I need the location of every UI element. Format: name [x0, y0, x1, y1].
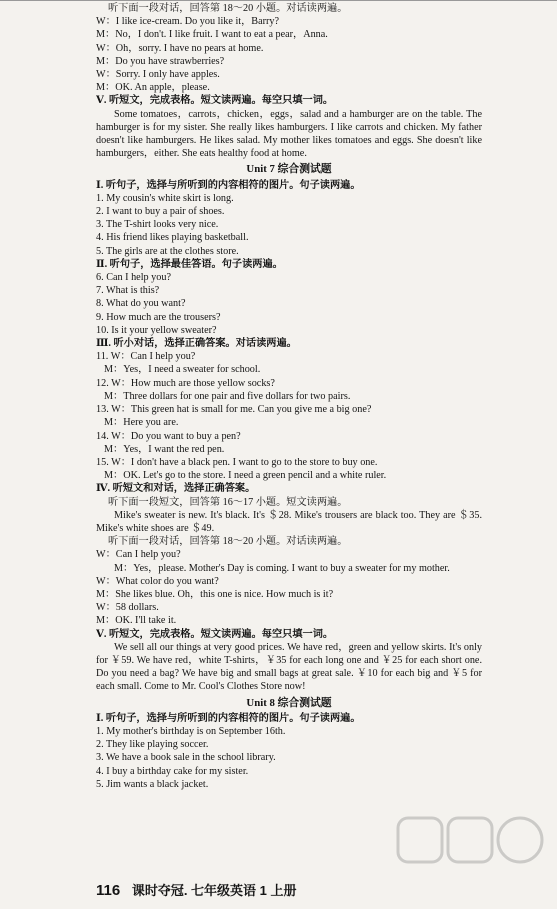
passage-text: Mike's sweater is new. It's black. It's ＄28. Mike's trousers are black too. They are ＄35. Mike's white shoes are ＄49.	[96, 509, 482, 534]
text-line: 13. W：This green hat is small for me. Can you give me a big one?	[96, 404, 372, 416]
watermark-logo	[392, 812, 552, 902]
text-line: 4. His friend likes playing basketball.	[96, 232, 249, 244]
text-line: 6. Can I help you?	[96, 272, 171, 284]
text-line: W：I like ice-cream. Do you like it，Barry?	[96, 16, 280, 28]
unit8-section	[96, 712, 482, 791]
top-divider	[0, 0, 557, 1]
page-footer	[96, 880, 297, 899]
dialogue-block	[96, 2, 482, 160]
section-heading: Ⅴ. 听短文，完成表格。短文读两遍。每空只填一词。	[96, 628, 334, 640]
book-title: 课时夺冠. 七年级英语 1 上册	[131, 883, 297, 898]
text-line: 5. Jim wants a black jacket.	[96, 778, 209, 790]
passage-text: M：Yes，please. Mother's Day is coming. I want to buy a sweater for my mother.	[114, 562, 450, 574]
section-heading: Ⅴ. 听短文，完成表格。短文读两遍。每空只填一词。	[96, 95, 334, 107]
text-line: M：Do you have strawberries?	[96, 55, 225, 67]
page-number: 116	[96, 882, 121, 899]
text-line: 2. I want to buy a pair of shoes.	[96, 206, 225, 218]
text-line: 10. Is it your yellow sweater?	[96, 324, 217, 336]
text-line: M：OK. I'll take it.	[96, 615, 177, 627]
text-line: 听下面一段对话，回答第 18～20 小题。对话读两遍。	[108, 536, 348, 548]
text-line: M：Three dollars for one pair and five dollars for two pairs.	[104, 390, 351, 402]
unit7-section	[96, 179, 482, 694]
text-line: 7. What is this?	[96, 285, 160, 297]
text-line: M：OK. An apple，please.	[96, 82, 210, 94]
text-line: W：Sorry. I only have apples.	[96, 69, 220, 81]
text-line: M：She likes blue. Oh，this one is nice. How much is it?	[96, 588, 334, 600]
passage-text: We sell all our things at very good prices. We have red，green and yellow skirts. It's only for ￥59. We have red，white T-shirts，￥35 for each long one and ￥25 for each short one. Do you need a bag? We have big and small bags at great sale. ￥10 for each big and ￥5 for each small. Come to Mr. Cool's Clothes Store now!	[96, 641, 482, 693]
unit8-heading: Unit 8 综合测试题	[246, 696, 332, 709]
text-line: W：Oh，sorry. I have no pears at home.	[96, 42, 264, 54]
text-line: 3. The T-shirt looks very nice.	[96, 219, 219, 231]
unit7-heading: Unit 7 综合测试题	[246, 163, 332, 176]
text-line: 9. How much are the trousers?	[96, 311, 221, 323]
text-line: W：What color do you want?	[96, 575, 219, 587]
text-line: 8. What do you want?	[96, 298, 186, 310]
text-line: W：58 dollars.	[96, 602, 159, 614]
section-heading: Ⅳ. 听短文和对话，选择正确答案。	[96, 483, 256, 495]
text-line: 3. We have a book sale in the school library.	[96, 752, 276, 764]
text-line: M：OK. Let's go to the store. I need a green pencil and a white ruler.	[104, 470, 387, 482]
text-line: 14. W：Do you want to buy a pen?	[96, 430, 241, 442]
passage-text: Some tomatoes，carrots，chicken，eggs，salad and a hamburger are on the table. The hamburger is for my sister. She really likes hamburgers. I like carrots and chicken. My father doesn't like hamburgers. He likes salad. My mother likes tomatoes and eggs. She doesn't like hamburgers，either. She eats healthy food at home.	[96, 108, 482, 160]
section-heading: Ⅰ. 听句子，选择与所听到的内容相符的图片。句子读两遍。	[96, 179, 361, 191]
text-line: 11. W：Can I help you?	[96, 351, 196, 363]
section-heading: Ⅰ. 听句子，选择与所听到的内容相符的图片。句子读两遍。	[96, 712, 361, 724]
text-line: 2. They like playing soccer.	[96, 739, 209, 751]
text-line: W：Can I help you?	[96, 549, 181, 561]
text-line: 1. My mother's birthday is on September 16th.	[96, 725, 286, 737]
section-heading: Ⅱ. 听句子，选择最佳答语。句子读两遍。	[96, 258, 283, 270]
text-line: 12. W：How much are those yellow socks?	[96, 377, 275, 389]
text-line: M：Yes，I want the red pen.	[104, 443, 225, 455]
text-line: 1. My cousin's white skirt is long.	[96, 192, 234, 204]
page-content	[96, 2, 482, 791]
text-line: M：Here you are.	[104, 417, 179, 429]
text-line: 听下面一段对话，回答第 18～20 小题。对话读两遍。	[108, 3, 348, 14]
text-line: 听下面一段短文，回答第 16～17 小题。短文读两遍。	[108, 496, 348, 508]
text-line: M：No，I don't. I like fruit. I want to eat a pear，Anna.	[96, 29, 328, 41]
text-line: 5. The girls are at the clothes store.	[96, 245, 239, 257]
text-line: 4. I buy a birthday cake for my sister.	[96, 765, 249, 777]
text-line: 15. W：I don't have a black pen. I want to go to the store to buy one.	[96, 456, 378, 468]
text-line: M：Yes，I need a sweater for school.	[104, 364, 261, 376]
section-heading: Ⅲ. 听小对话，选择正确答案。对话读两遍。	[96, 338, 297, 350]
